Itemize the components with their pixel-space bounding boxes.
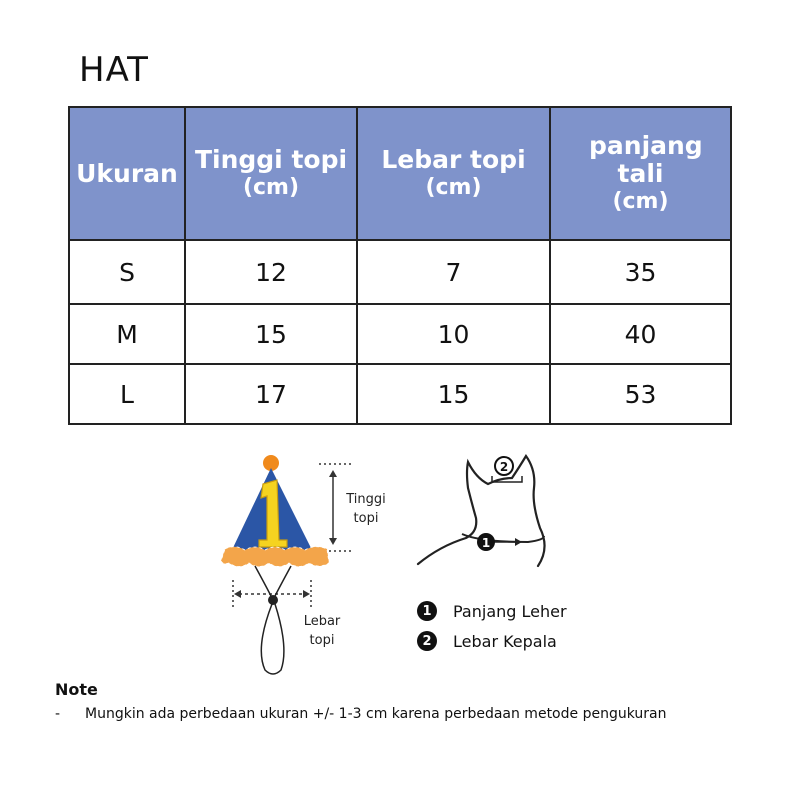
- legend-number: 2: [417, 631, 437, 651]
- legend-item: [417, 601, 567, 621]
- note-title: Note: [55, 680, 98, 699]
- cell-width: 10: [357, 304, 550, 364]
- table-row: [69, 364, 731, 424]
- table-header-row: [69, 107, 731, 240]
- legend-text: Lebar Kepala: [453, 631, 557, 651]
- header-panjang-tali: panjang tali (cm): [550, 107, 731, 240]
- cell-size: L: [69, 364, 185, 424]
- hat-strap: [255, 566, 291, 598]
- hat-width-label: Lebar topi: [303, 614, 341, 648]
- svg-text:2: 2: [499, 460, 509, 474]
- header-tinggi-topi: Tinggi topi (cm): [185, 107, 357, 240]
- note-line: [55, 706, 666, 722]
- header-lebar-topi: Lebar topi (cm): [357, 107, 550, 240]
- note-text: Mungkin ada perbedaan ukuran +/- 1-3 cm karena perbedaan metode pengukuran: [85, 706, 667, 722]
- cell-strap-length: 35: [550, 240, 731, 304]
- cell-strap-length: 53: [550, 364, 731, 424]
- page-title: HAT: [79, 50, 149, 90]
- svg-text:1: 1: [481, 536, 491, 550]
- cell-width: 7: [357, 240, 550, 304]
- legend-number: 1: [417, 601, 437, 621]
- cell-height: 15: [185, 304, 357, 364]
- cell-width: 15: [357, 364, 550, 424]
- legend-item: [417, 631, 557, 651]
- cell-size: S: [69, 240, 185, 304]
- table-row: [69, 240, 731, 304]
- header-ukuran: Ukuran: [69, 107, 185, 240]
- note-dash: -: [55, 706, 61, 722]
- cell-strap-length: 40: [550, 304, 731, 364]
- table-row: [69, 304, 731, 364]
- cell-size: M: [69, 304, 185, 364]
- cell-height: 12: [185, 240, 357, 304]
- legend-text: Panjang Leher: [453, 601, 567, 621]
- hat-height-label: Tinggi topi: [346, 492, 386, 526]
- hat-ruffle: [221, 547, 329, 567]
- size-table: [68, 106, 732, 425]
- dog-diagram: [410, 448, 560, 588]
- cell-height: 17: [185, 364, 357, 424]
